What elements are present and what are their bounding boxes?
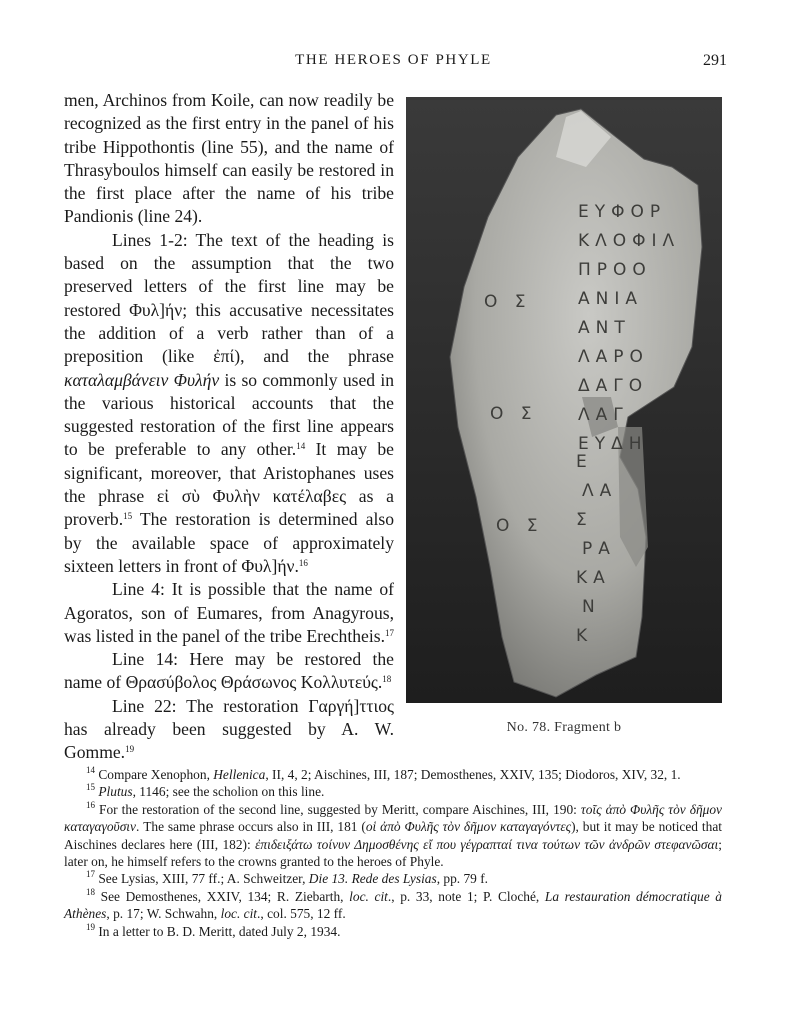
footnote-ref-16[interactable]: 16 xyxy=(298,557,308,568)
inscription-line: ΑΝΙΑ xyxy=(578,289,643,309)
running-title: THE HEROES OF PHYLE xyxy=(295,52,492,68)
footnote-ref-14[interactable]: 14 xyxy=(296,441,306,452)
greek-gargettios: Γαργή]ττιος xyxy=(308,695,394,716)
inscription-left-letters: Ο Σ xyxy=(496,516,544,536)
paragraph-line-22: Line 22: The restoration Γαργή]ττιος has already been suggested by A. W. Gomme.$^{19}$ xyxy=(64,695,394,763)
footnote-18: $^{18}$ See Demosthenes, XXIV, 134; R. Ziebarth, loc. cit., p. 33, note 1; P. Cloché, La restauration démocratique à Athènes, p. 17; W. Schwahn, loc. cit., col. 575, 12 ff. xyxy=(64,886,723,922)
paragraph-lines-1-2: Lines 1-2: The text of the heading is based on the assumption that the two preserved letters of the first line may be restored Φυλ]ήν; this accusative necessitates the addition of a verb rather than of a preposition (like ἐπί), and the phrase καταλαμβάνειν Φυλήν is so commonly used in the various historical accounts that the suggested restoration of the first line appears to be preferable to any other.$^{14}$ It may be significant, moreover, that Aristophanes uses the phrase εἰ σὺ Φυλὴν κατέλαβες as a proverb.$^{15}$ The restoration is determined also by the available space of approximately sixteen letters in front of Φυλ]ήν.$^{16}$ xyxy=(64,229,395,576)
footnote-17: $^{17}$ See Lysias, XIII, 77 ff.; A. Schweitzer, Die 13. Rede des Lysias, pp. 79 f. xyxy=(86,869,489,887)
inscription-line: ΔΑΓΟ xyxy=(578,376,649,396)
greek-phyl-en-2: Φυλ]ήν xyxy=(241,555,295,576)
paragraph-line-4: Line 4: It is possible that the name of Agoratos, son of Eumares, from Anagyrous, was listed in the panel of the tribe Erechtheis.$^{17}$ xyxy=(64,579,394,646)
footnote-ref-15[interactable]: 15 xyxy=(123,511,133,522)
footnote-14: $^{14}$ Compare Xenophon, Hellenica, II, 4, 2; Aischines, III, 187; Demosthenes, XXIV, 135; Diodoros, XIV, 32, 1. xyxy=(86,765,681,782)
stone-fragment-image xyxy=(406,97,722,703)
greek-phyl-en: Φυλ]ήν xyxy=(129,299,183,320)
figure-caption: No. 78. Fragment b xyxy=(506,720,622,735)
inscription-lower-letters: Κ xyxy=(576,626,594,646)
footnote-15: $^{15}$ Plutus, 1146; see the scholion on this line. xyxy=(86,782,325,800)
paragraph-line-14: Line 14: Here may be restored the name of Θρασύβολος Θράσωνος Κολλυτεύς.$^{18}$ xyxy=(64,649,394,693)
greek-epi: ἐπί xyxy=(213,346,235,367)
inscription-lower-letters: Ν xyxy=(582,597,601,617)
inscription-line: ΑΝΤ xyxy=(578,318,631,338)
footnotes xyxy=(64,766,722,940)
inscription-left-letters: Ο Σ xyxy=(484,292,532,312)
greek-proverb: εἰ σὺ Φυλὴν κατέλαβες xyxy=(156,486,347,507)
inscription-lower-letters: Ε xyxy=(576,452,593,472)
paragraph-archinos: men, Archinos from Koile, can now readily be recognized as the first entry in the panel of his tribe Hippothontis (line 55), and the name of Thrasyboulos himself can easily be restored in the first place after the name of his tribe Pandionis (line 24). xyxy=(64,90,394,227)
footnote-19: $^{19}$ In a letter to B. D. Meritt, dated July 2, 1934. xyxy=(86,921,341,939)
footnote-ref-17[interactable]: 17 xyxy=(384,627,394,638)
inscription-lower-letters: ΡΑ xyxy=(582,539,616,559)
inscription-line: ΛΑΡΟ xyxy=(578,347,649,367)
main-text-column xyxy=(64,89,394,765)
greek-katalambanein: καταλαμβάνειν Φυλήν xyxy=(64,369,220,390)
page-number: 291 xyxy=(703,52,727,69)
greek-thrasybolos: Θρασύβολος Θράσωνος Κολλυτεύς xyxy=(125,672,378,693)
inscription-lower-letters: ΛΑ xyxy=(582,481,618,501)
inscription-photo xyxy=(406,97,722,703)
inscription-line: ΠΡΟΟ xyxy=(578,260,652,280)
inscription-line: ΛΑΓ xyxy=(578,405,629,425)
footnote-16: $^{16}$ For the restoration of the second line, suggested by Meritt, compare Aischines, III, 190: τοῖς ἀπὸ Φυλῆς τὸν δῆμον καταγαγοῦσιν. The same phrase occurs also in III, 181 (οἱ ἀπὸ Φυλῆς τὸν δῆμον καταγαγόντες), but it may be noticed that Aischines declares here (III, 182): ἐπιδειξάτω τοίνυν Δημοσθένης εἴ που γέγραπταί τινα τούτων τῶν ἀνδρῶν στεφανῶσαι; later on, he himself refers to the crowns granted to the heroes of Phyle. xyxy=(64,799,722,870)
inscription-line: ΕΥΔΗ xyxy=(578,434,648,454)
footnote-ref-18[interactable]: 18 xyxy=(382,674,392,685)
inscription-left-letters: Ο Σ xyxy=(490,404,538,424)
inscription-line: ΕΥΦΟΡ xyxy=(578,202,667,222)
inscription-lower-letters: ΚΑ xyxy=(576,568,611,588)
inscription-line: ΚΛΟΦΙΛ xyxy=(578,231,681,251)
footnote-ref-19[interactable]: 19 xyxy=(125,744,135,755)
inscription-lower-letters: Σ xyxy=(576,510,593,530)
